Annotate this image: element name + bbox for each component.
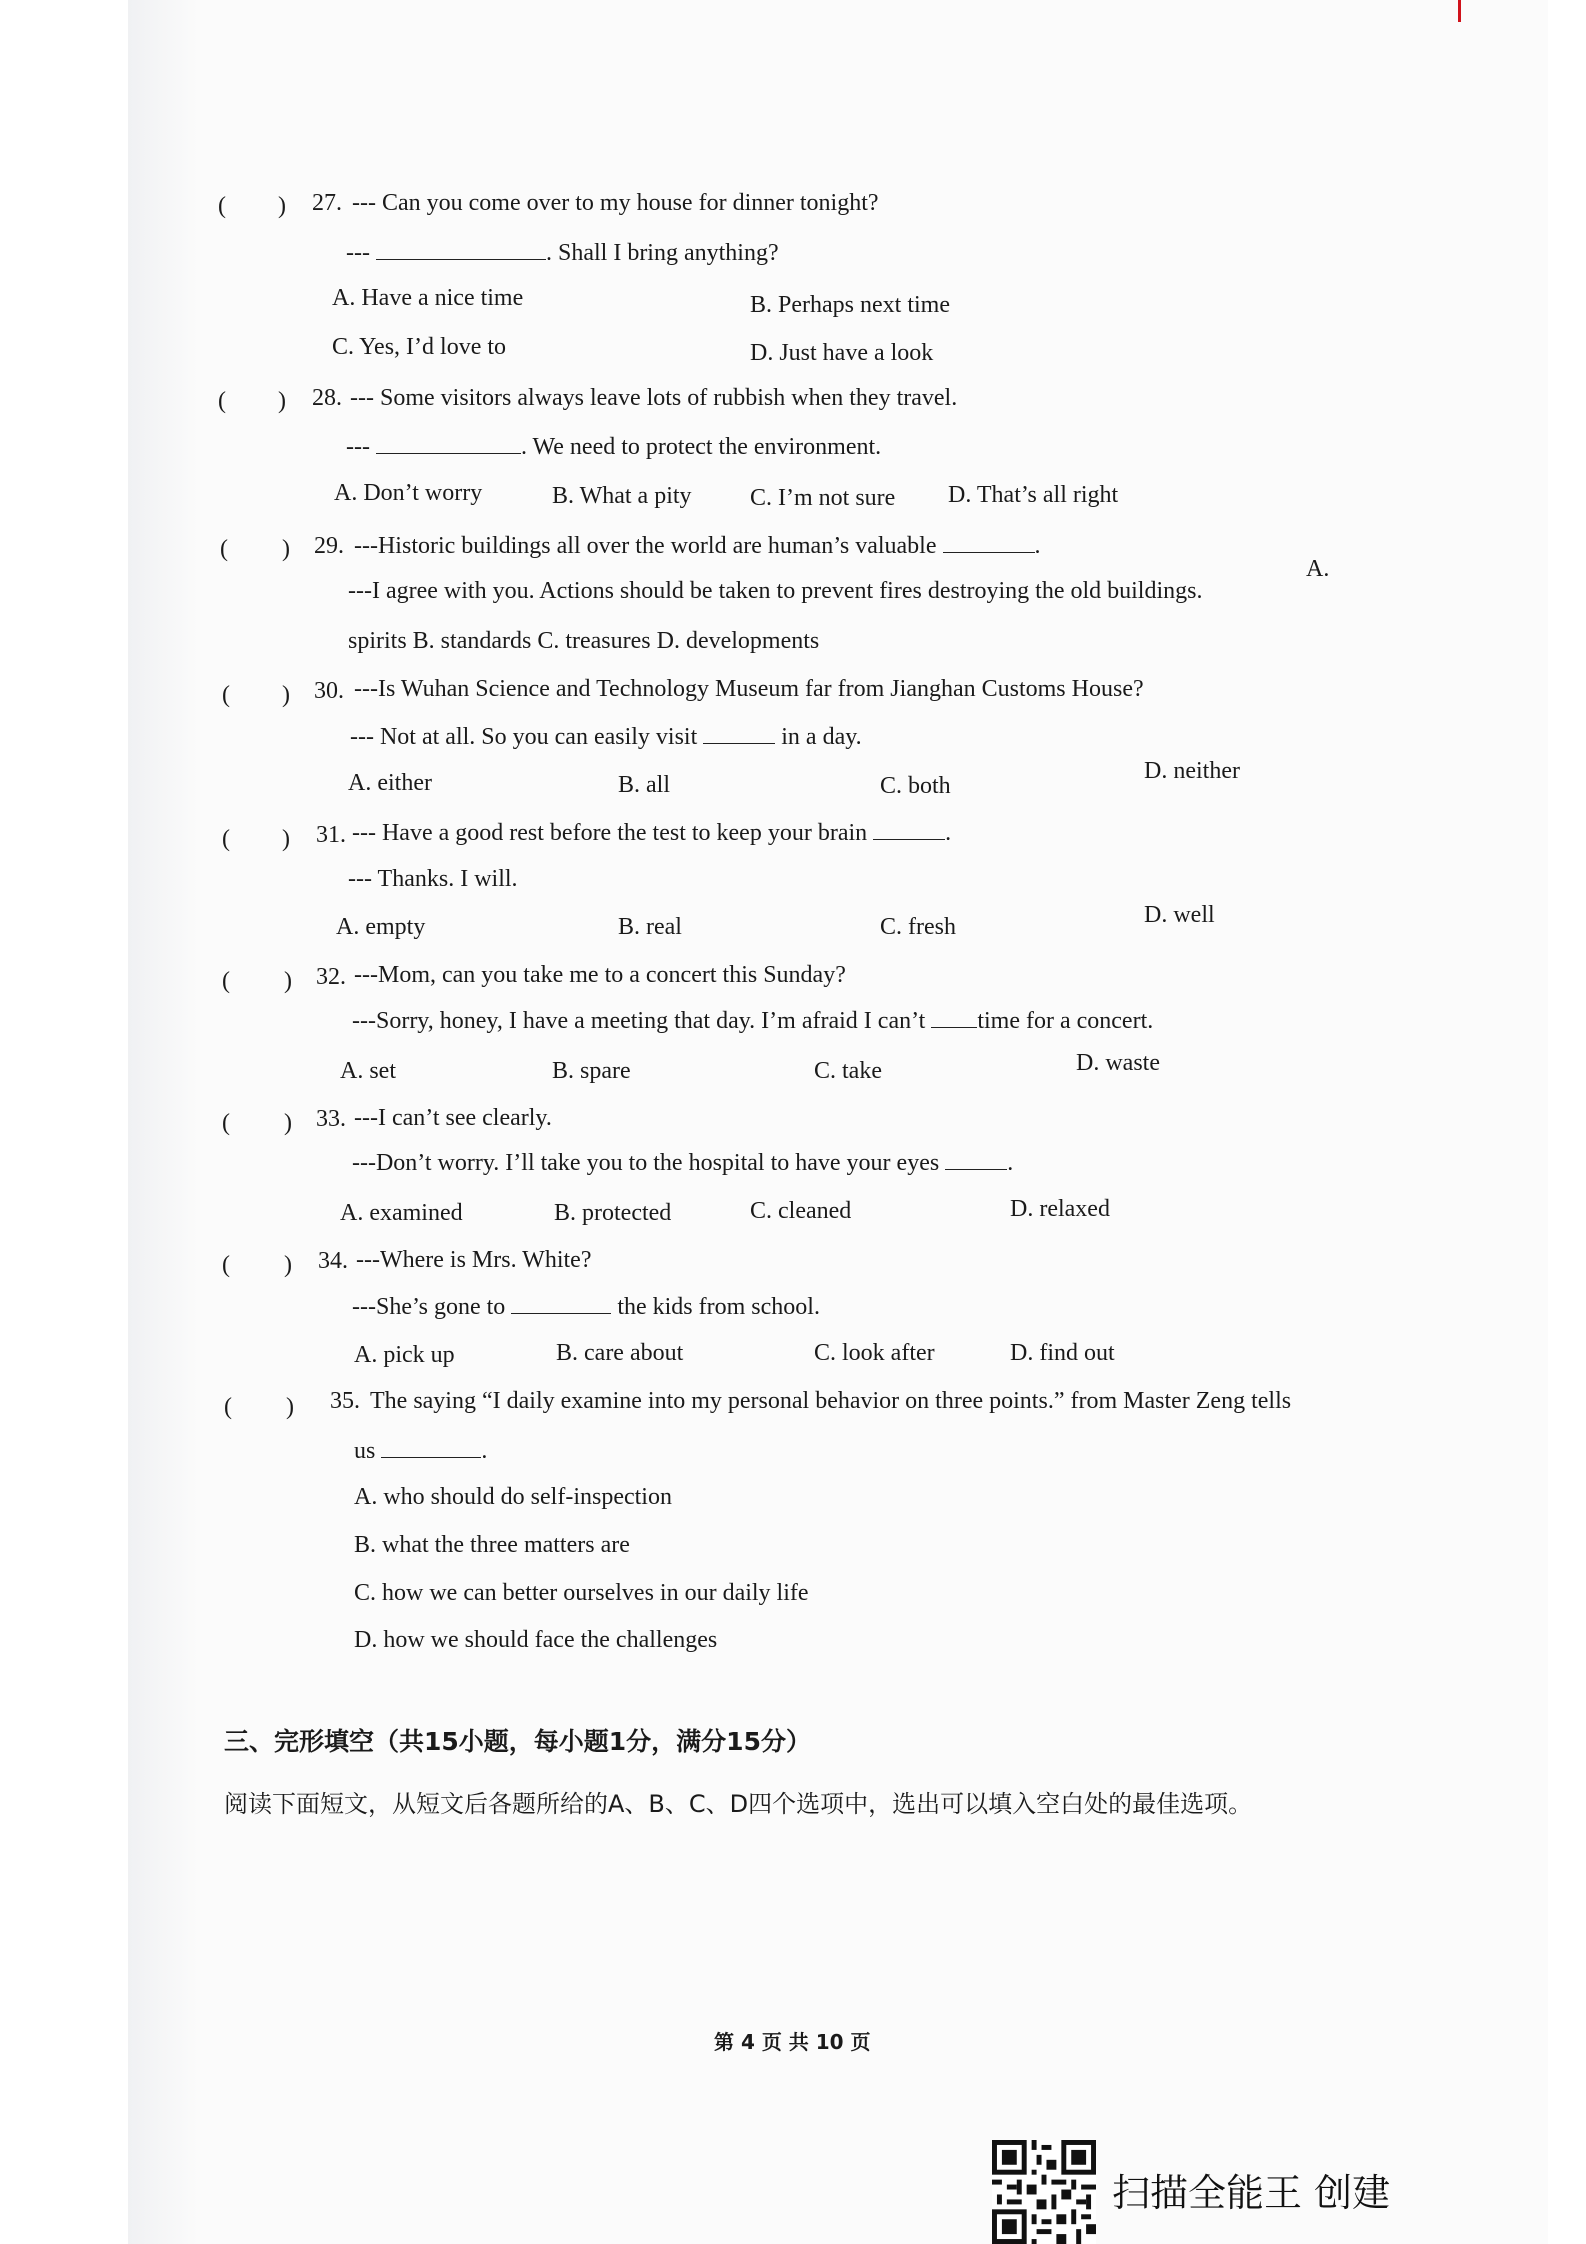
q34-stem: ---Where is Mrs. White? xyxy=(356,1247,592,1273)
q31-blank xyxy=(873,821,945,840)
q28-stem: --- Some visitors always leave lots of rubbish when they travel. xyxy=(350,385,958,411)
q27-option-b: B. Perhaps next time xyxy=(750,292,950,318)
q31-option-c: C. fresh xyxy=(880,914,956,940)
q34-option-d: D. find out xyxy=(1010,1340,1115,1366)
answer-bracket-close: ) xyxy=(278,388,286,414)
q33-stem: ---I can’t see clearly. xyxy=(354,1105,552,1131)
answer-bracket-open: ( xyxy=(222,682,230,708)
q29-option-a-label: A. xyxy=(1306,556,1330,582)
q32-reply-prefix: ---Sorry, honey, I have a meeting that day. I’m afraid I can’t xyxy=(352,1008,926,1034)
q35-option-d: D. how we should face the challenges xyxy=(354,1627,718,1653)
scanner-watermark: 扫描全能王 创建 xyxy=(1112,2171,1391,2215)
q35-continuation-text: us xyxy=(354,1438,376,1464)
q28-option-b: B. What a pity xyxy=(552,483,692,509)
q34-option-b: B. care about xyxy=(556,1340,684,1366)
q30-option-c: C. both xyxy=(880,773,951,799)
q33-number: 33. xyxy=(316,1106,346,1132)
q34-reply xyxy=(352,1294,820,1321)
answer-bracket-close: ) xyxy=(282,682,290,708)
q27-blank xyxy=(376,241,546,260)
answer-bracket-close: ) xyxy=(278,193,286,219)
q33-option-d: D. relaxed xyxy=(1010,1196,1110,1222)
q31-option-a: A. empty xyxy=(336,914,426,940)
answer-bracket-open: ( xyxy=(222,826,230,852)
q34-option-a: A. pick up xyxy=(354,1342,455,1368)
q30-option-b: B. all xyxy=(618,772,670,798)
section-title: 三、完形填空（共15小题，每小题1分，满分15分） xyxy=(224,1727,811,1756)
q27-option-c: C. Yes, I’d love to xyxy=(332,334,507,360)
q31-stem-text: --- Have a good rest before the test to keep your brain xyxy=(352,820,868,846)
q29-options: spirits B. standards C. treasures D. developments xyxy=(348,628,820,654)
answer-bracket-close: ) xyxy=(284,1252,292,1278)
page-number: 第 4 页 共 10 页 xyxy=(714,2030,871,2054)
q35-option-b: B. what the three matters are xyxy=(354,1532,630,1558)
q30-reply xyxy=(350,724,862,751)
answer-bracket-open: ( xyxy=(218,193,226,219)
q35-continuation xyxy=(354,1438,487,1465)
q30-number: 30. xyxy=(314,678,344,704)
q32-option-b: B. spare xyxy=(552,1058,631,1084)
section-instruction: 阅读下面短文，从短文后各题所给的A、B、C、D四个选项中，选出可以填入空白处的最佳选项。 xyxy=(224,1790,1253,1818)
red-mark xyxy=(1458,0,1461,22)
scan-shadow xyxy=(128,0,198,2244)
q33-option-b: B. protected xyxy=(554,1200,672,1226)
q27-option-a: A. Have a nice time xyxy=(332,285,524,311)
q28-blank xyxy=(376,435,521,454)
q31-number: 31. xyxy=(316,822,346,848)
answer-bracket-open: ( xyxy=(222,968,230,994)
q31-option-d: D. well xyxy=(1144,902,1215,928)
q35-blank xyxy=(381,1439,481,1458)
q31-option-b: B. real xyxy=(618,914,682,940)
q34-reply-suffix: the kids from school. xyxy=(617,1294,820,1320)
q29-reply: ---I agree with you. Actions should be taken to prevent fires destroying the old buildings. xyxy=(348,578,1203,604)
q28-number: 28. xyxy=(312,385,342,411)
q34-blank xyxy=(511,1295,611,1314)
q28-reply-suffix: . We need to protect the environment. xyxy=(520,434,882,460)
answer-bracket-close: ) xyxy=(284,968,292,994)
q28-option-d: D. That’s all right xyxy=(948,482,1119,508)
q33-reply xyxy=(352,1150,1013,1177)
q29-blank xyxy=(943,534,1035,553)
q35-continuation-end: . xyxy=(481,1438,488,1464)
q27-reply xyxy=(346,240,779,267)
q27-stem: --- Can you come over to my house for dinner tonight? xyxy=(352,190,879,216)
qr-code-icon xyxy=(992,2140,1096,2244)
answer-bracket-open: ( xyxy=(222,1252,230,1278)
q29-stem-text: ---Historic buildings all over the world are human’s valuable xyxy=(354,533,937,559)
q32-stem: ---Mom, can you take me to a concert this Sunday? xyxy=(354,962,846,988)
q28-option-a: A. Don’t worry xyxy=(334,480,483,506)
q32-number: 32. xyxy=(316,964,346,990)
answer-bracket-close: ) xyxy=(284,1110,292,1136)
q31-stem xyxy=(352,820,951,847)
q32-option-c: C. take xyxy=(814,1058,882,1084)
q33-blank xyxy=(945,1151,1007,1170)
q32-option-d: D. waste xyxy=(1076,1050,1160,1076)
q27-reply-prefix: --- xyxy=(346,240,370,266)
answer-bracket-close: ) xyxy=(286,1394,294,1420)
q32-reply xyxy=(352,1008,1153,1035)
answer-bracket-open: ( xyxy=(224,1394,232,1420)
answer-bracket-open: ( xyxy=(222,1110,230,1136)
q32-option-a: A. set xyxy=(340,1058,396,1084)
q33-option-a: A. examined xyxy=(340,1200,463,1226)
q27-option-d: D. Just have a look xyxy=(750,340,934,366)
q29-stem-end: . xyxy=(1034,533,1041,559)
q30-reply-suffix: in a day. xyxy=(781,724,862,750)
q34-option-c: C. look after xyxy=(814,1340,935,1366)
q30-reply-prefix: --- Not at all. So you can easily visit xyxy=(350,724,698,750)
q28-option-c: C. I’m not sure xyxy=(750,485,896,511)
q27-number: 27. xyxy=(312,190,342,216)
answer-bracket-close: ) xyxy=(282,826,290,852)
q32-reply-suffix: time for a concert. xyxy=(977,1008,1154,1034)
q29-number: 29. xyxy=(314,533,344,559)
answer-bracket-close: ) xyxy=(282,536,290,562)
q31-reply: --- Thanks. I will. xyxy=(348,866,518,892)
q30-blank xyxy=(703,725,775,744)
q31-stem-end: . xyxy=(945,820,952,846)
q35-stem: The saying “I daily examine into my personal behavior on three points.” from Master Zeng tells xyxy=(370,1388,1292,1414)
q33-reply-prefix: ---Don’t worry. I’ll take you to the hospital to have your eyes xyxy=(352,1150,940,1176)
q27-reply-suffix: . Shall I bring anything? xyxy=(545,240,779,266)
q35-number: 35. xyxy=(330,1388,360,1414)
q33-reply-suffix: . xyxy=(1007,1150,1014,1176)
answer-bracket-open: ( xyxy=(218,388,226,414)
q30-option-d: D. neither xyxy=(1144,758,1240,784)
q28-reply-prefix: --- xyxy=(346,434,370,460)
answer-bracket-open: ( xyxy=(220,536,228,562)
q32-blank xyxy=(931,1009,977,1028)
q35-option-a: A. who should do self-inspection xyxy=(354,1484,672,1510)
q34-number: 34. xyxy=(318,1248,348,1274)
q33-option-c: C. cleaned xyxy=(750,1198,852,1224)
q29-stem xyxy=(354,533,1041,560)
q35-option-c: C. how we can better ourselves in our daily life xyxy=(354,1580,809,1606)
q28-reply xyxy=(346,434,881,461)
q34-reply-prefix: ---She’s gone to xyxy=(352,1294,506,1320)
q30-stem: ---Is Wuhan Science and Technology Museum far from Jianghan Customs House? xyxy=(354,676,1144,702)
q30-option-a: A. either xyxy=(348,770,432,796)
